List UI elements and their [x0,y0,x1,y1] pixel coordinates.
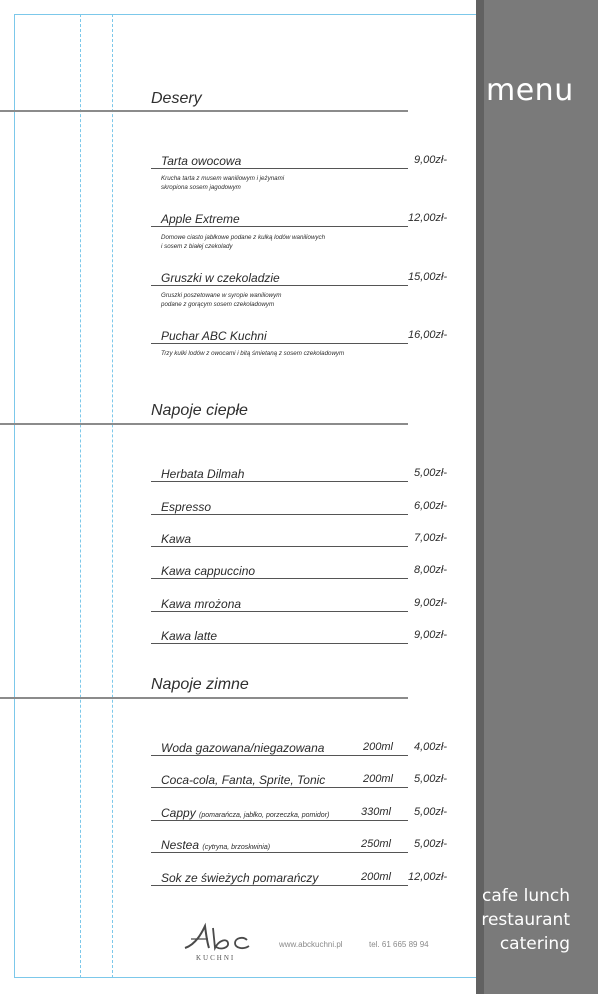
menu-item-volume: 200ml [363,773,393,785]
tagline-cafe-lunch: cafe lunch [481,886,570,906]
abc-kuchni-logo [183,922,253,964]
menu-item-name: Kawa cappuccino [161,564,256,578]
menu-item-price: 5,00zł- [414,773,448,785]
menu-item-price: 15,00zł- [408,271,448,283]
menu-item-name [161,806,329,820]
section-rule [0,697,408,699]
website-text: www.abckuchni.pl [279,940,343,949]
menu-item-desc: Krucha tarta z musem waniliowym i jeżynami [161,175,285,182]
menu-item-price: 9,00zł- [414,597,448,609]
menu-item-name: Puchar ABC Kuchni [161,329,267,343]
menu-item-price: 6,00zł- [414,500,448,512]
item-rule [151,755,408,756]
menu-item-desc: podane z gorącym sosem czekoladowym [161,301,275,308]
menu-item-volume: 200ml [363,741,393,753]
item-rule [151,787,408,788]
guide-line [80,14,81,978]
item-rule [151,514,408,515]
menu-item-price: 16,00zł- [408,329,448,341]
menu-item-note: (pomarańcza, jabłko, porzeczka, pomidor) [199,812,330,819]
menu-item-note: (cytryna, brzoskwinia) [202,844,271,851]
side-panel-edge [476,0,484,994]
item-rule [151,285,408,286]
item-rule [151,885,408,886]
item-rule [151,343,408,344]
menu-item-volume: 330ml [361,806,391,818]
menu-item-price: 5,00zł- [414,467,448,479]
menu-item-name-text: Nestea [161,838,200,852]
logo-sub-text: KUCHNI [196,954,236,962]
section-rule [0,423,408,425]
menu-item-price: 8,00zł- [414,564,448,576]
menu-item-desc: skropiona sosem jagodowym [161,184,241,191]
menu-item-name: Gruszki w czekoladzie [161,271,280,285]
side-panel [476,0,598,994]
menu-item-desc: Gruszki poszetowane w syropie waniliowym [161,292,282,299]
guide-line [112,14,113,978]
menu-item-name: Kawa mrożona [161,597,242,611]
item-rule [151,643,408,644]
item-rule [151,852,408,853]
menu-item-desc: Domowe ciasto jabłkowe podane z kulką lodów waniliowych [161,234,326,241]
menu-item-price: 4,00zł- [414,741,448,753]
menu-item-price: 9,00zł- [414,154,448,166]
menu-item-name: Herbata Dilmah [161,467,245,481]
menu-item-name: Sok ze świeżych pomarańczy [161,871,319,885]
menu-item-name: Woda gazowana/niegazowana [161,741,325,755]
menu-item-price: 12,00zł- [408,871,448,883]
menu-item-name: Kawa [161,532,192,546]
item-rule [151,578,408,579]
menu-item-name-text: Cappy [161,806,196,820]
menu-item-name: Coca-cola, Fanta, Sprite, Tonic [161,773,326,787]
tagline-catering: catering [499,934,570,954]
item-rule [151,546,408,547]
menu-item-name: Tarta owocowa [161,154,242,168]
menu-item-price: 9,00zł- [414,629,448,641]
section-title-napoje-cieple: Napoje ciepłe [151,402,248,419]
menu-item-desc: i sosem z białej czekolady [161,243,233,250]
menu-item-name: Espresso [161,500,212,514]
menu-item-volume: 250ml [361,838,391,850]
menu-logo: menu [486,73,574,108]
menu-item-price: 7,00zł- [414,532,448,544]
menu-item-price: 5,00zł- [414,806,448,818]
menu-item-volume: 200ml [361,871,391,883]
item-rule [151,820,408,821]
menu-item-name: Kawa latte [161,629,218,643]
item-rule [151,226,408,227]
menu-item-name: Apple Extreme [161,212,240,226]
phone-text: tel. 61 665 89 94 [369,940,429,949]
section-rule [0,110,408,112]
menu-item-desc: Trzy kulki lodów z owocami i bitą śmietaną z sosem czekoladowym [161,350,345,357]
item-rule [151,611,408,612]
item-rule [151,481,408,482]
menu-item-price: 12,00zł- [408,212,448,224]
section-title-desery: Desery [151,90,202,107]
menu-item-price: 5,00zł- [414,838,448,850]
menu-item-name [161,838,270,852]
item-rule [151,168,408,169]
tagline-restaurant: restaurant [481,910,570,930]
section-title-napoje-zimne: Napoje zimne [151,676,249,693]
